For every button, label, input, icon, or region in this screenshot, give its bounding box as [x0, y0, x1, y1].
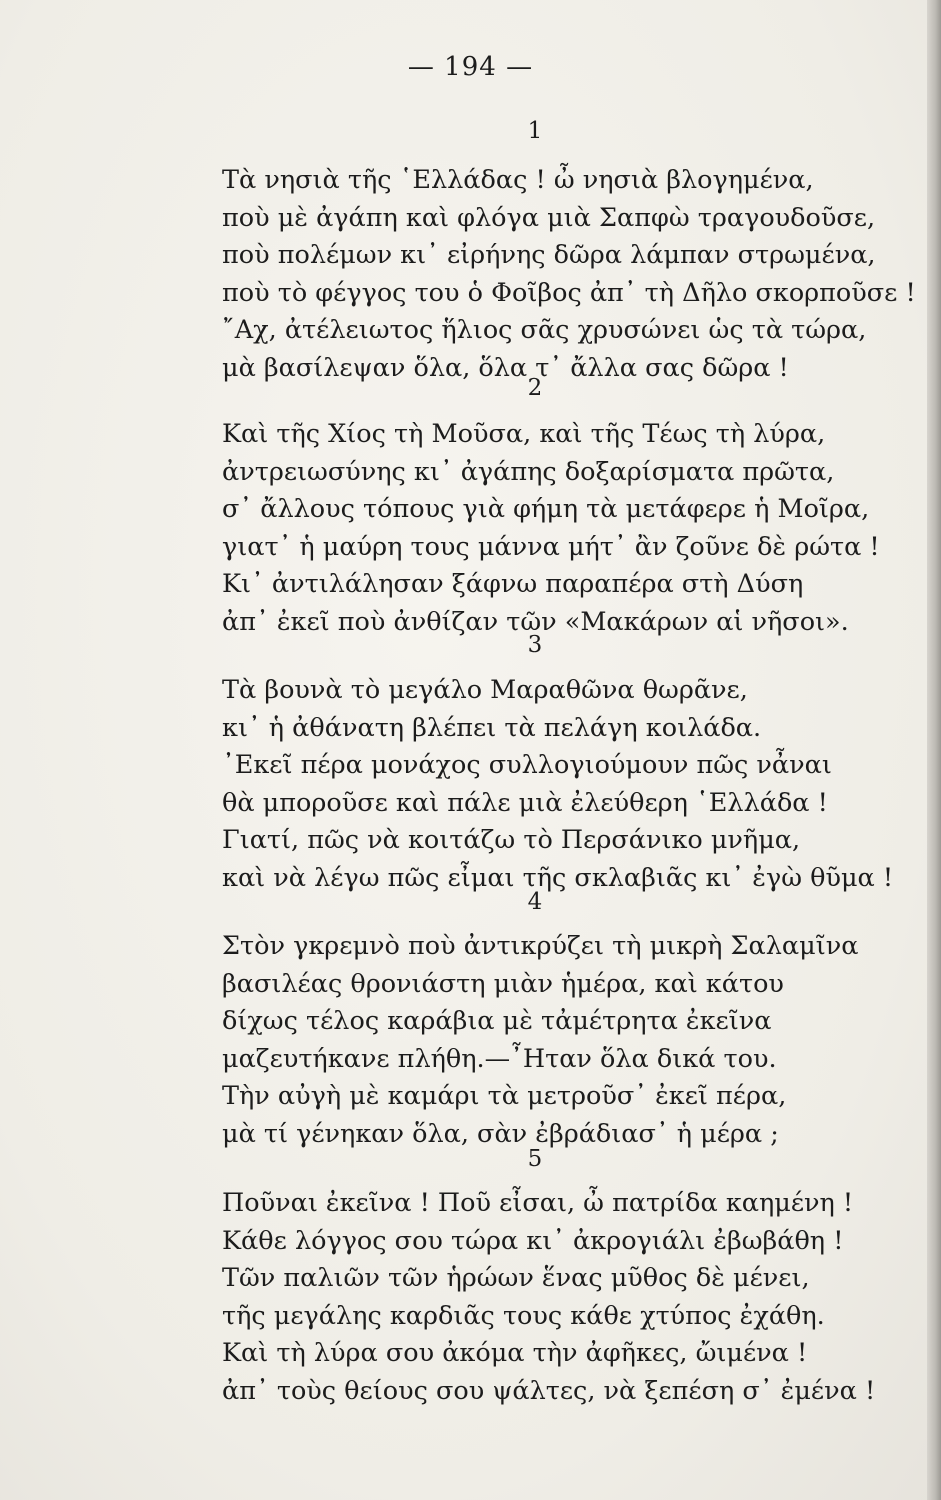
stanza: [222, 1185, 876, 1410]
stanza-number: 4: [527, 889, 543, 915]
verse-line: μὰ βασίλεψαν ὅλα, ὅλα τ᾿ ἄλλα σας δῶρα !: [222, 352, 789, 383]
verse-line: ποὺ πολέμων κι᾿ εἰρήνης δῶρα λάμπαν στρωμένα,: [222, 240, 876, 270]
verse-line: Κι᾿ ἀντιλάλησαν ξάφνω παραπέρα στὴ Δύση: [222, 569, 804, 599]
verse-line: Γιατί, πῶς νὰ κοιτάζω τὸ Περσάνικο μνῆμα,: [222, 825, 801, 855]
verse-line: Τὰ νησιὰ τῆς ῾Ελλάδας ! ὦ νησιὰ βλογημένα,: [222, 165, 814, 195]
page-number: — 194 —: [407, 52, 534, 82]
verse-line: μαζευτήκανε πλήθη.—῏Ηταν ὅλα δικά του.: [222, 1043, 777, 1074]
verse-line: Τὰ βουνὰ τὸ μεγάλο Μαραθῶνα θωρᾶνε,: [222, 675, 748, 705]
verse-line: Στὸν γκρεμνὸ ποὺ ἀντικρύζει τὴ μικρὴ Σαλαμῖνα: [222, 931, 859, 961]
verse-line: Καὶ τῆς Χίος τὴ Μοῦσα, καὶ τῆς Τέως τὴ λύρα,: [222, 419, 826, 449]
verse-line: ἀπ᾿ ἐκεῖ ποὺ ἀνθίζαν τῶν «Μακάρων αἱ νῆσοι».: [222, 606, 849, 637]
page-binding-edge: [927, 0, 941, 1500]
verse-line: κι᾿ ἡ ἀθάνατη βλέπει τὰ πελάγη κοιλάδα.: [222, 712, 762, 743]
verse-line: Κάθε λόγγος σου τώρα κι᾿ ἀκρογιάλι ἐβωβάθη !: [222, 1225, 844, 1256]
verse-line: τῆς μεγάλης καρδιᾶς τους κάθε χτύπος ἐχάθη.: [222, 1300, 825, 1331]
stanza: [222, 672, 894, 897]
stanza-number: 1: [527, 118, 543, 144]
stanza-number: 3: [527, 632, 543, 658]
stanza-number: 5: [527, 1146, 543, 1172]
verse-line: ποὺ τὸ φέγγος του ὁ Φοῖβος ἀπ᾿ τὴ Δῆλο σκορποῦσε !: [222, 277, 916, 308]
verse-line: Τὴν αὐγὴ μὲ καμάρι τὰ μετροῦσ᾿ ἐκεῖ πέρα,: [222, 1081, 787, 1111]
verse-line: ᾿Εκεῖ πέρα μονάχος συλλογιούμουν πῶς νἆναι: [222, 750, 832, 780]
verse-line: Ποῦναι ἐκεῖνα ! Ποῦ εἶσαι, ὦ πατρίδα καημένη !: [222, 1188, 854, 1218]
stanza: [222, 162, 916, 387]
verse-line: βασιλέας θρονιάστη μιὰν ἡμέρα, καὶ κάτου: [222, 968, 784, 999]
verse-line: θὰ μποροῦσε καὶ πάλε μιὰ ἐλεύθερη ῾Ελλάδα !: [222, 787, 828, 818]
verse-line: καὶ νὰ λέγω πῶς εἶμαι τῆς σκλαβιᾶς κι᾿ ἐγὼ θῦμα !: [222, 862, 894, 893]
verse-line: ἀντρειωσύνης κι᾿ ἀγάπης δοξαρίσματα πρῶτα,: [222, 456, 835, 487]
verse-line: δίχως τέλος καράβια μὲ τἀμέτρητα ἐκεῖνα: [222, 1006, 772, 1036]
verse-line: Τῶν παλιῶν τῶν ἡρώων ἕνας μῦθος δὲ μένει,: [222, 1263, 810, 1293]
stanza: [222, 416, 880, 641]
stanza-number: 2: [527, 375, 543, 401]
verse-line: γιατ᾿ ἡ μαύρη τους μάννα μήτ᾿ ἂν ζοῦνε δὲ ρώτα !: [222, 531, 880, 562]
verse-line: ἀπ᾿ τοὺς θείους σου ψάλτες, νὰ ξεπέση σ᾿ ἐμένα !: [222, 1375, 876, 1406]
verse-line: Καὶ τὴ λύρα σου ἀκόμα τὴν ἀφῆκες, ὤιμένα !: [222, 1338, 808, 1368]
verse-line: σ᾿ ἄλλους τόπους γιὰ φήμη τὰ μετάφερε ἡ Μοῖρα,: [222, 494, 870, 524]
stanza: [222, 928, 859, 1153]
verse-line: ποὺ μὲ ἀγάπη καὶ φλόγα μιὰ Σαπφὼ τραγουδοῦσε,: [222, 202, 876, 233]
verse-line: μὰ τί γένηκαν ὅλα, σὰν ἐβράδιασ᾿ ἡ μέρα ;: [222, 1118, 779, 1149]
verse-line: ῎Αχ, ἀτέλειωτος ἥλιος σᾶς χρυσώνει ὡς τὰ τώρα,: [222, 315, 867, 345]
